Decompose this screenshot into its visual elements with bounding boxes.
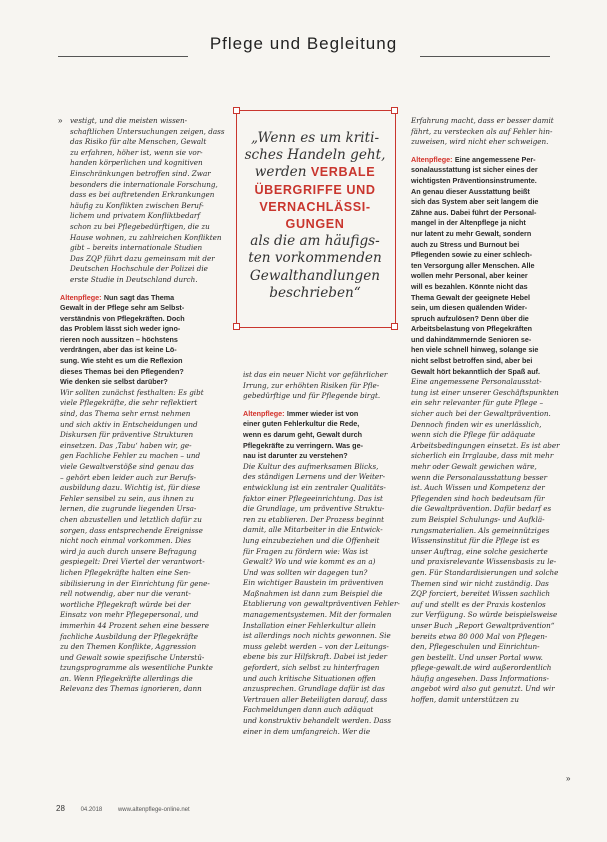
- text-line: Pflegenden sowie zu einer schlech-: [411, 250, 533, 260]
- text-line: tung ist einer unserer Geschäftspunkten: [411, 387, 559, 397]
- question-label: Altenpflege:: [411, 154, 453, 164]
- text-line: gebedürftige und für Pflegende birgt.: [243, 391, 381, 401]
- text-line: einsetzen. Das ‚Tabu‘ haben wir, ge-: [60, 440, 192, 450]
- text-line: ren zu etablieren. Der Prozess beginnt: [243, 514, 385, 524]
- text-line: Maßnahmen ist dann zum Beispiel die: [243, 588, 383, 598]
- text-line: zum Beispiel Schulungs- und Aufklä-: [411, 514, 545, 524]
- text-line: wenn es darum geht, Gewalt durch: [243, 429, 363, 439]
- text-line: Eine angemessene Per-: [454, 154, 536, 164]
- text-line: vestigt, und die meisten wissen-: [70, 116, 188, 125]
- text-line: hoffen, damit unterstützen zu: [411, 695, 519, 705]
- text-line: mangel in der Altenpflege ja nicht: [411, 218, 526, 228]
- text-line: gen bestellt. Und unser Portal www.: [411, 652, 543, 662]
- text-line: unser Auftrag, eine solche gesicherte: [411, 546, 548, 556]
- text-line: sicher auch bei der Gewaltprävention.: [411, 409, 551, 419]
- text-line: auf und stellt es der Praxis kostenlos: [411, 599, 546, 609]
- column-3: [411, 116, 576, 706]
- text-line: Diskursen für präventive Strukturen: [60, 430, 194, 440]
- page-title: Pflege und Begleitung: [209, 34, 398, 53]
- website-url: www.altenpflege-online.net: [117, 807, 190, 813]
- continue-marker: »: [58, 116, 63, 125]
- text-line: gespiegelt: Drei Viertel der verantwort-: [60, 557, 205, 567]
- text-line: muss gelebt werden – von der Leitungs-: [243, 641, 389, 651]
- text-line: dass es bei auftretenden Erkrankungen: [70, 190, 215, 200]
- text-line: sich das System aber seit langem die: [411, 197, 539, 207]
- col2-answer: [243, 462, 403, 737]
- text-line: Wie denken sie selbst darüber?: [60, 377, 168, 387]
- text-line: gen Fachliche Fehler zu machen – und: [60, 451, 201, 461]
- header-rule-left: [58, 56, 188, 57]
- text-line: und Gewalt sowie spezifische Unterstü-: [60, 652, 205, 662]
- text-line: pflege-gewalt.de wird außerordentlich: [411, 663, 552, 673]
- text-line: Wir sollten zunächst festhalten: Es gibt: [60, 387, 204, 397]
- quote-line: „Wenn es um kriti-: [250, 130, 380, 146]
- frame-corner: [233, 323, 240, 330]
- quote-line: als die am häufigs-: [250, 233, 380, 250]
- text-line: zu den Themen Konflikte, Aggression: [60, 642, 197, 652]
- text-line: häufig angesehen. Dass Informations-: [411, 673, 549, 683]
- text-line: ein sehr relevanter für gute Pflege –: [411, 398, 544, 408]
- text-line: zu erfahren, höher ist, wenn sie vor-: [70, 147, 203, 157]
- quote-line: Gewalthandlungen: [249, 267, 381, 284]
- text-line: mehr oder Gewalt gewichen wäre,: [411, 462, 537, 471]
- col2-question: [243, 409, 403, 462]
- text-line: – gehört eben leider auch zur Berufs-: [60, 472, 197, 482]
- page-footer: [56, 804, 204, 813]
- text-line: wichtigsten Präventionsinstrumente.: [411, 175, 537, 185]
- text-line: ist das ein neuer Nicht vor gefährlicher: [243, 370, 388, 379]
- text-line: Nun sagt das Thema: [103, 292, 175, 302]
- text-line: sonalausstattung ist sicher eines der: [411, 165, 538, 175]
- text-line: Thema Gewalt der geeignete Hebel: [411, 292, 531, 302]
- text-line: lung einzubeziehen und die Offenheit: [243, 535, 380, 545]
- text-line: angebot wird also gut genutzt. Und wir: [411, 684, 555, 694]
- text-line: Das ZQP führt dazu gemeinsam mit der: [70, 253, 215, 263]
- text-line: sind, das Thema sehr ernst nehmen: [60, 409, 191, 419]
- text-line: die Gewaltprävention. Dafür bedarf es: [411, 504, 552, 514]
- text-line: besonders die internationale Forschung,: [70, 179, 218, 189]
- question-text: [60, 293, 232, 388]
- issue-number: 04.2018: [80, 807, 103, 813]
- text-line: ausbildung dazu. Wichtig ist, für diese: [60, 483, 201, 493]
- col3-question: [411, 155, 576, 377]
- text-line: damit, alle Mitarbeiter in die Entwick-: [243, 525, 383, 535]
- text-line: Und was sollten wir dagegen tun?: [243, 567, 368, 577]
- text-line: Gewalt in der Pflege sehr am Selbst-: [60, 303, 185, 313]
- text-line: nau ist darunter zu verstehen?: [243, 451, 348, 461]
- text-line: wenn die Personalausstattung besser: [411, 472, 548, 482]
- text-line: sicherlich ein Irrglaube, dass mit mehr: [411, 451, 554, 461]
- text-line: sorgen, dass entsprechende Ereignisse: [60, 525, 203, 535]
- text-line: wird ja auch durch unsere Befragung: [60, 546, 197, 556]
- text-line: chen abzustellen und letztlich dafür zu: [60, 514, 202, 524]
- text-line: häufig zu Konflikten zwischen Beruf-: [70, 200, 204, 210]
- text-line: Arbeitsbedingungen einsetzt. Es ist aber: [411, 440, 560, 450]
- text-line: die Grundlage, um präventive Struktu-: [243, 504, 385, 514]
- text-line: Immer wieder ist von: [286, 408, 359, 418]
- quote-line: ten vorkommenden: [248, 250, 382, 267]
- text-line: gibt – bereits internationale Studien: [70, 243, 203, 253]
- text-line: und dahindämmernde Senioren se-: [411, 334, 532, 344]
- frame-corner: [233, 107, 240, 114]
- text-line: Fehler sensibel zu sein, aus ihnen zu: [60, 493, 194, 503]
- text-line: anzusprechen. Grundlage dafür ist das: [243, 684, 385, 694]
- text-line: lernen, die zugrunde liegenden Ursa-: [60, 504, 197, 514]
- text-line: und konstruktiv behandelt werden. Dass: [243, 716, 392, 725]
- text-line: wollen mehr Personal, aber keiner: [411, 271, 528, 281]
- text-line: für Fragen zu fördern wie: Was ist: [243, 546, 369, 556]
- text-line: und sich aktiv in Entscheidungen und: [60, 419, 198, 429]
- text-line: gen. Für Standardisierungen und solche: [411, 567, 559, 577]
- text-line: lichem und privatem Konfliktbedarf: [70, 211, 200, 221]
- text-line: entwicklung ist ein zentraler Qualitäts-: [243, 482, 386, 492]
- quote-highlight: VERBALE: [310, 165, 376, 180]
- text-line: an. Wenn Pflegekräfte allerdings die: [60, 673, 193, 683]
- text-line: Erfahrung macht, dass er besser damit: [411, 116, 554, 125]
- text-line: immerhin 44 Prozent sehen eine bessere: [60, 620, 209, 630]
- quote-line: [244, 164, 386, 181]
- text-line: hen viele schnell hinweg, solange sie: [411, 345, 539, 355]
- text-line: dieses Themas bei den Pflegenden?: [60, 366, 184, 376]
- text-line: handen körperlichen und kognitiven: [70, 158, 203, 168]
- text-line: ZQP forciert, bereitet Wissen sachlich: [411, 589, 551, 599]
- text-line: und praxisrelevante Wissensbasis zu le-: [411, 557, 557, 567]
- text-line: tzungsprogramme als wesentliche Punkte: [60, 663, 213, 673]
- text-line: bereits etwa 80 000 Mal von Pflegen-: [411, 631, 548, 641]
- text-line: und auch kritische Situationen offen: [243, 673, 376, 683]
- text-line: zuweisen, wird nicht eher schweigen.: [411, 137, 549, 147]
- text-line: lichen Pflegekräfte halten eine Sen-: [60, 567, 191, 577]
- quote-line: beschrieben“: [269, 284, 361, 301]
- text-line: Hause wohnen, zu zahlreichen Konflikten: [70, 232, 222, 242]
- column-1: [60, 116, 232, 695]
- col1-intro: [70, 116, 232, 286]
- text-line: Vertrauen aller Beteiligten darauf, dass: [243, 694, 388, 704]
- text-line: managementsystemen. Mit der formalen: [243, 610, 392, 620]
- text-line: Pflegenden sind hoch bedeutsam für: [411, 493, 545, 503]
- text-line: den, Pflegeschulen und Einrichtun-: [411, 642, 540, 652]
- question-label: Altenpflege:: [60, 292, 102, 302]
- text-line: Relevanz des Themas ignorieren, dann: [60, 684, 202, 694]
- text-line: viele Gewaltverstöße sind genau das: [60, 462, 194, 471]
- header-rule-right: [420, 56, 550, 57]
- question-text: [411, 155, 576, 377]
- text-line: das Risiko für alte Menschen, Gewalt: [70, 137, 207, 147]
- text-line: zur Verfügung. So würde beispielsweise: [411, 610, 558, 620]
- text-line: viele Pflegekräfte, die sehr reflektiert: [60, 398, 198, 408]
- text-line: nicht selbst betroffen sind, aber bei: [411, 356, 533, 366]
- text-line: auch zu Stress und Burnout bei: [411, 239, 520, 249]
- text-line: ist allerdings noch nichts gewonnen. Sie: [243, 631, 391, 641]
- continue-marker: »: [566, 774, 571, 783]
- quote-highlight: VERNACHLÄSSI-: [259, 199, 371, 214]
- text-line: An genau dieser Ausstattung beißt: [411, 186, 530, 196]
- text-line: Deutschen Hochschule der Polizei die: [70, 264, 208, 274]
- text-line: fachliche Ausbildung der Pflegekräfte: [60, 631, 199, 641]
- text-line: Themen sind wir nicht zuständig. Das: [411, 578, 549, 588]
- text-line: ten Versorgung aller Menschen. Alle: [411, 260, 535, 270]
- text-line: Gewalt? Wo und wie kommt es an a): [243, 557, 376, 567]
- text-line: fährt, zu verstecken als auf Fehler hin-: [411, 126, 553, 136]
- text-line: schon zu bei Pflegebedürftigen, die zu: [70, 221, 210, 231]
- text-line: Irrung, zur erhöhten Risiken für Pfle-: [243, 380, 380, 390]
- pull-quote: [244, 130, 386, 302]
- quote-line: sches Handeln geht,: [244, 147, 386, 164]
- quote-highlight: ÜBERGRIFFE UND: [254, 182, 376, 197]
- text-line: Etablierung von gewaltpräventiven Fehler-: [243, 599, 400, 609]
- text-line: ist. Auch Wissen und Kompetenz der: [411, 483, 545, 493]
- text-line: einer guten Fehlerkultur die Rede,: [243, 419, 360, 429]
- text-line: des ständigen Lernens und der Weiter-: [243, 472, 386, 482]
- quote-word: werden: [254, 164, 311, 181]
- text-line: Wissensinstitut für die Pflege ist es: [411, 536, 540, 546]
- text-line: Einschränkungen betroffen sind. Zwar: [70, 168, 211, 178]
- col3-intro: [411, 116, 576, 148]
- text-line: Einsatz von mehr Pflegepersonal, und: [60, 610, 199, 620]
- text-line: gefordert, sich selbst zu hinterfragen: [243, 663, 380, 673]
- col1-answer: [60, 388, 232, 695]
- text-line: ebene bis zur Hilfskraft. Dabei ist jeder: [243, 652, 388, 662]
- text-line: Fachmeldungen dann auch adäquat: [243, 705, 374, 715]
- text-line: Ein wichtiger Baustein im präventiven: [243, 578, 384, 588]
- text-line: rungsmaterialien. Als gemeinnütziges: [411, 525, 550, 535]
- text-line: Zähne aus. Dabei führt der Personal-: [411, 207, 537, 217]
- text-line: Gewalt hört bekanntlich der Spaß auf.: [411, 366, 540, 376]
- text-line: sein, um diesen quälenden Wider-: [411, 303, 528, 313]
- text-line: Die Kultur des aufmerksamen Blicks,: [243, 461, 379, 471]
- text-line: das Problem lässt sich weder igno-: [60, 324, 181, 334]
- text-line: faktor einer Pflegeeinrichtung. Das ist: [243, 493, 383, 503]
- col2-intro: [243, 370, 403, 402]
- text-line: schaftlichen Untersuchungen zeigen, dass: [70, 126, 225, 136]
- text-line: Pflegekräfte zu verringern. Was ge-: [243, 440, 363, 450]
- column-2: [243, 370, 403, 737]
- text-line: nicht noch einmal vorkommen. Dies: [60, 536, 192, 546]
- text-line: sung. Wie steht es um die Reflexion: [60, 356, 183, 366]
- question-label: Altenpflege:: [243, 408, 285, 418]
- text-line: Arbeitsbelastung von Pflegekräften: [411, 324, 533, 334]
- text-line: Dennoch finden wir es unerlässlich,: [411, 419, 542, 429]
- text-line: erste Studie in Deutschland durch.: [70, 274, 198, 284]
- page-number: 28: [56, 804, 65, 813]
- text-line: unser Buch „Report Gewaltprävention“: [411, 620, 555, 630]
- text-line: spruch aufzulösen? Denn über die: [411, 313, 529, 323]
- text-line: verständnis von Pflegekräften. Doch: [60, 313, 185, 323]
- text-line: verdrängen, aber das ist keine Lö-: [60, 345, 177, 355]
- text-line: sibilisierung in der Einrichtung für gene-: [60, 578, 210, 588]
- text-line: einer in dem umfangreich. Wer die: [243, 726, 371, 736]
- quote-highlight: GUNGEN: [285, 217, 345, 232]
- text-line: will es bezahlen. Könnte nicht das: [411, 281, 528, 291]
- text-line: rell notwendig, aber nur die verant-: [60, 589, 191, 599]
- col1-question: [60, 293, 232, 388]
- text-line: rieren noch aussitzen – höchstens: [60, 334, 178, 344]
- text-line: wenn sich die Pflege für adäquate: [411, 430, 536, 440]
- frame-corner: [391, 107, 398, 114]
- text-line: Installation einer Fehlerkultur allein: [243, 620, 376, 630]
- text-line: wortliche Pflegekraft würde bei der: [60, 599, 191, 609]
- text-line: nur latent zu mehr Gewalt, sondern: [411, 228, 532, 238]
- text-line: Eine angemessene Personalausstat-: [411, 377, 542, 387]
- frame-corner: [391, 323, 398, 330]
- col3-answer: [411, 377, 576, 705]
